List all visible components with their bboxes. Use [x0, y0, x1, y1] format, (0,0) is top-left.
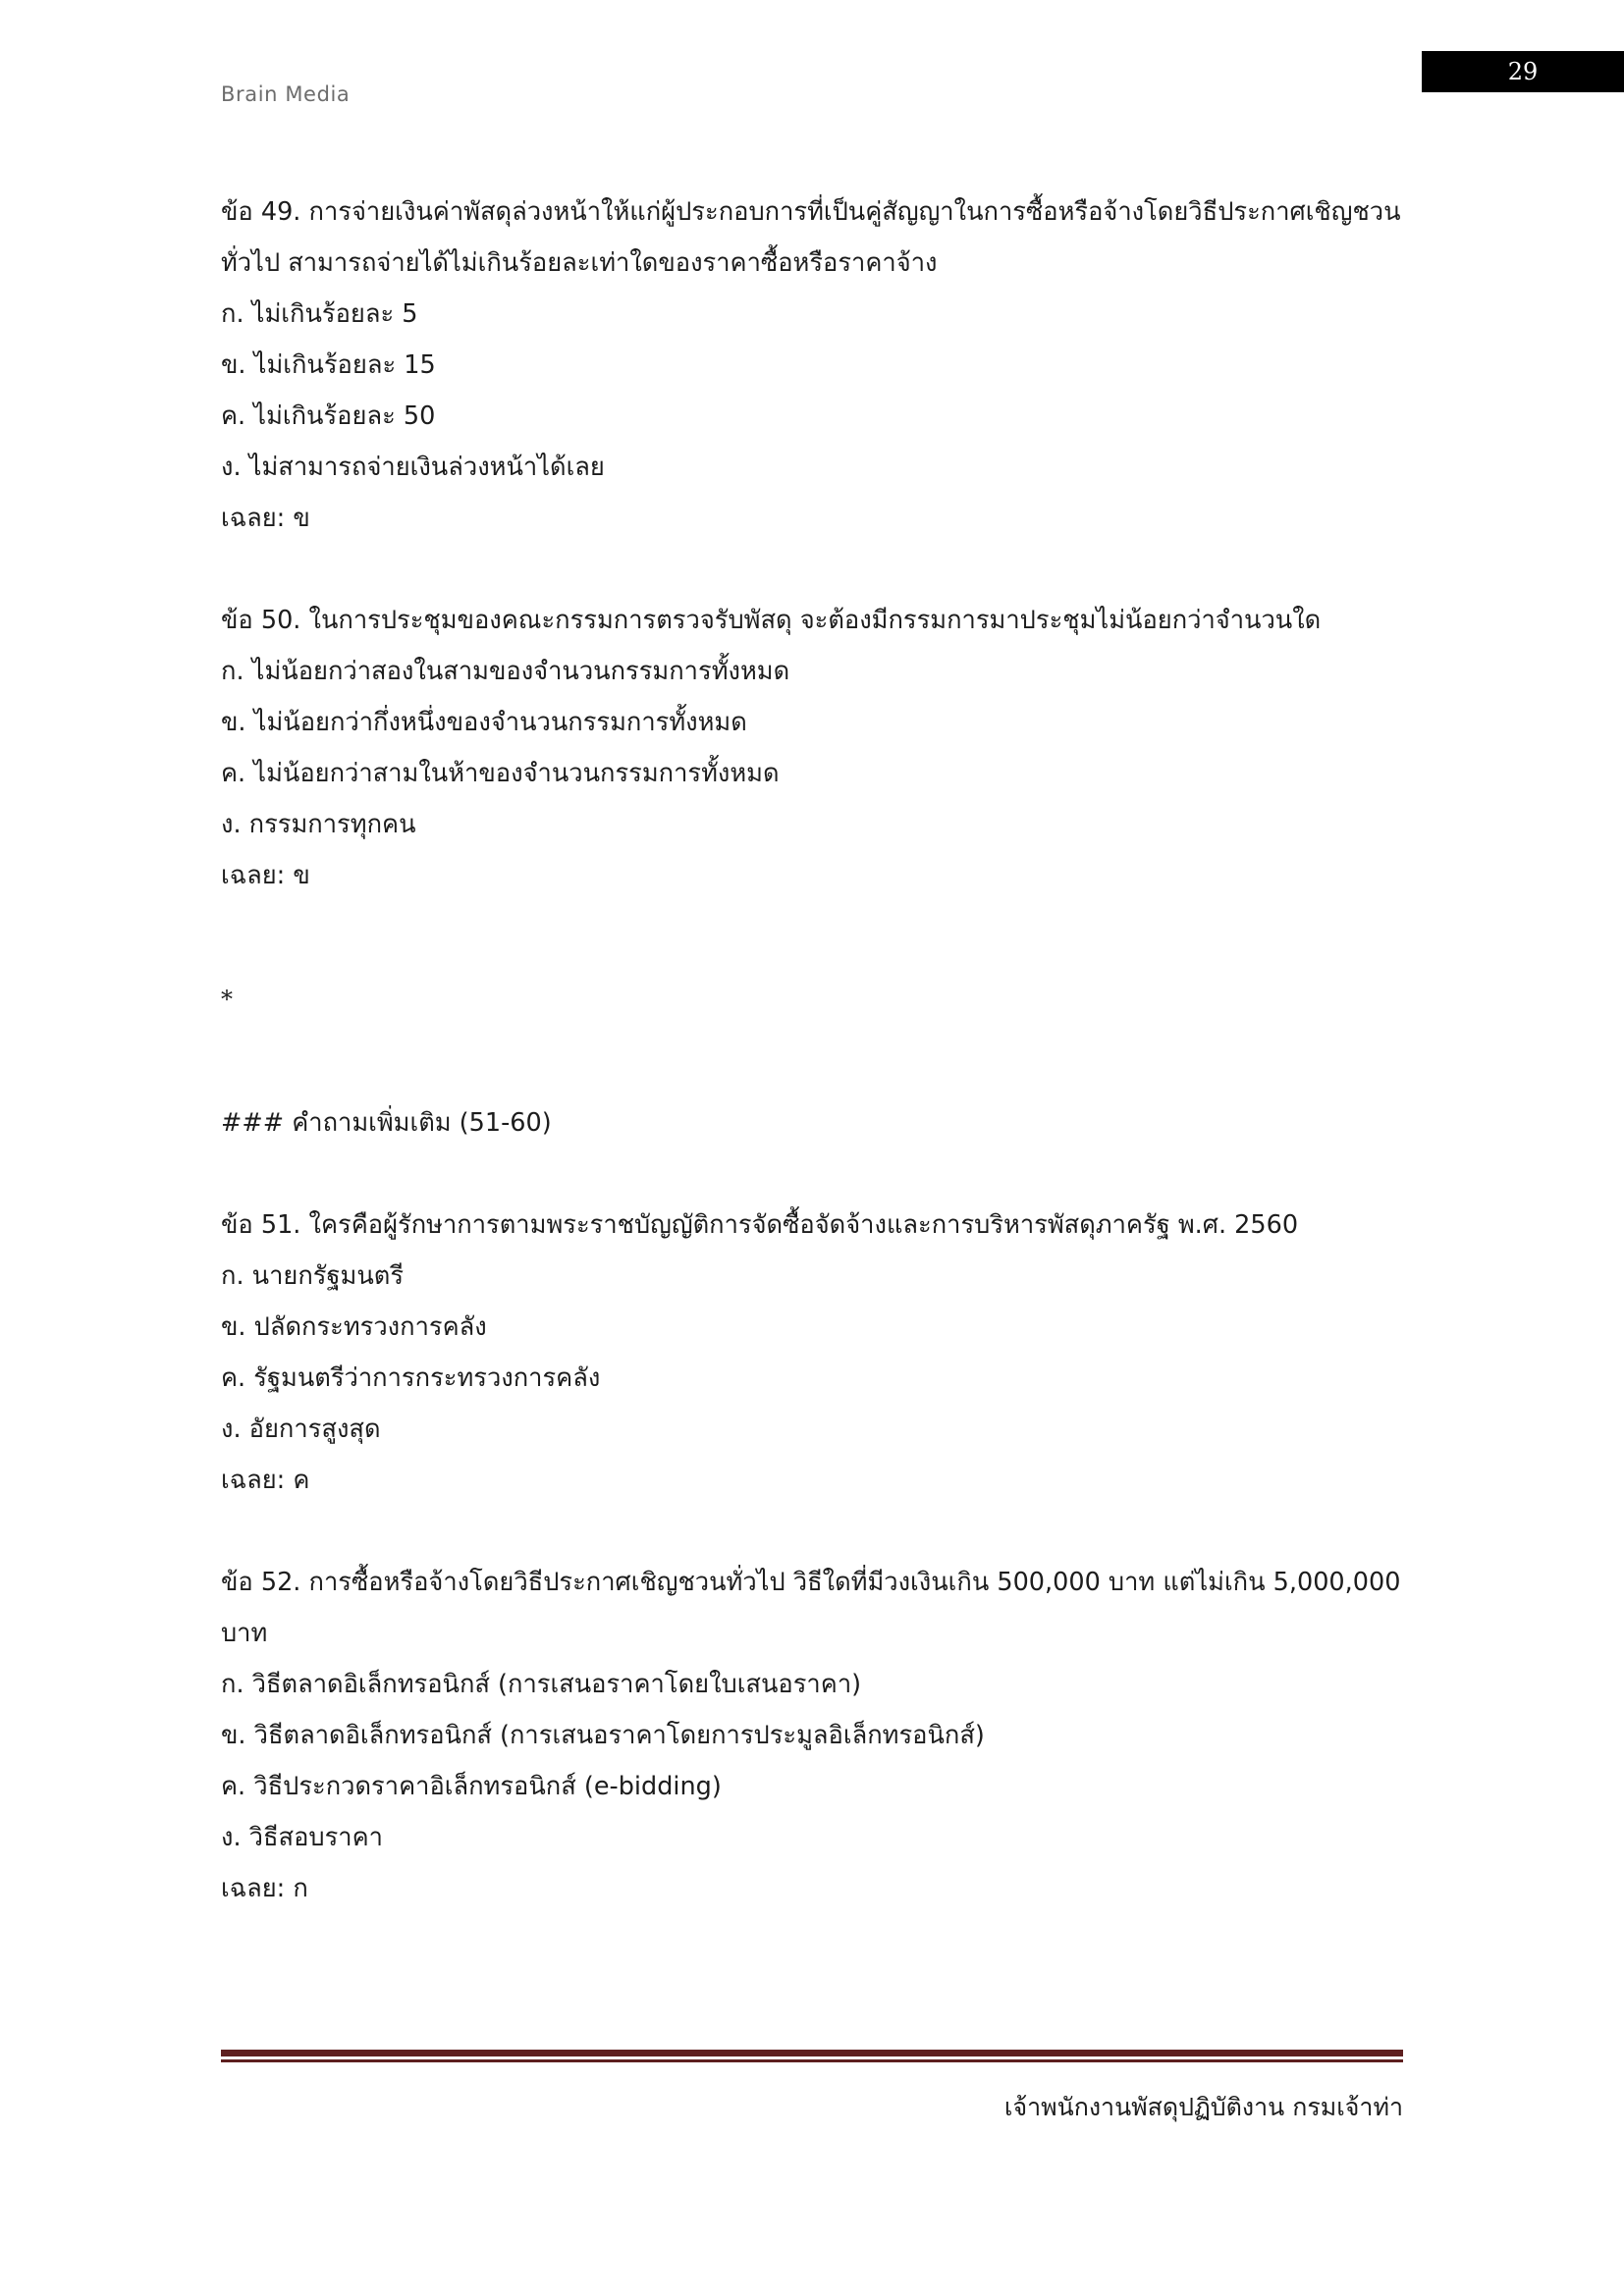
question-stem: ข้อ 50. ในการประชุมของคณะกรรมการตรวจรับพัสดุ จะต้องมีกรรมการมาประชุมไม่น้อยกว่าจำนวนใด	[221, 606, 1322, 635]
answer-key: เฉลย: ค	[221, 1466, 310, 1495]
question-block	[221, 1557, 1409, 1914]
question-block	[221, 1200, 1404, 1506]
page-footer	[221, 2050, 1403, 2127]
choice-kho2: ค. วิธีประกวดราคาอิเล็กทรอนิกส์ (e-bidding)	[221, 1772, 722, 1801]
choice-ko: ก. ไม่น้อยกว่าสองในสามของจำนวนกรรมการทั้งหมด	[221, 657, 790, 686]
footer-rule-bottom	[221, 2059, 1403, 2062]
choice-kho: ข. ไม่น้อยกว่ากึ่งหนึ่งของจำนวนกรรมการทั้งหมด	[221, 708, 747, 737]
block-spacer	[221, 1025, 1404, 1097]
block-spacer	[221, 901, 1404, 974]
page-number-value: 29	[1507, 58, 1539, 85]
answer-key: เฉลย: ข	[221, 504, 310, 533]
brand-label: Brain Media	[221, 82, 351, 106]
document-body	[221, 187, 1409, 1914]
choice-ngo: ง. วิธีสอบราคา	[221, 1823, 384, 1852]
choice-ko: ก. วิธีตลาดอิเล็กทรอนิกส์ (การเสนอราคาโดยใบเสนอราคา)	[221, 1670, 862, 1699]
choice-ngo: ง. กรรมการทุกคน	[221, 810, 416, 839]
footer-rule-top	[221, 2050, 1403, 2056]
block-spacer	[221, 1506, 1404, 1557]
choice-ngo: ง. ไม่สามารถจ่ายเงินล่วงหน้าได้เลย	[221, 453, 605, 482]
choice-ko: ก. นายกรัฐมนตรี	[221, 1261, 405, 1291]
question-stem: ข้อ 52. การซื้อหรือจ้างโดยวิธีประกาศเชิญชวนทั่วไป วิธีใดที่มีวงเงินเกิน 500,000 บาท แต่ไม่เกิน 5,000,000 บาท	[221, 1568, 1409, 1648]
question-block	[221, 187, 1404, 544]
separator-asterisk: *	[221, 986, 233, 1013]
answer-key: เฉลย: ข	[221, 861, 310, 890]
choice-kho2: ค. ไม่เกินร้อยละ 50	[221, 401, 436, 431]
choice-ngo: ง. อัยการสูงสุด	[221, 1415, 381, 1444]
block-spacer	[221, 1148, 1404, 1200]
choice-kho2: ค. รัฐมนตรีว่าการกระทรวงการคลัง	[221, 1363, 601, 1393]
choice-kho: ข. วิธีตลาดอิเล็กทรอนิกส์ (การเสนอราคาโดยการประมูลอิเล็กทรอนิกส์)	[221, 1721, 985, 1750]
section-heading: ### คำถามเพิ่มเติม (51-60)	[221, 1108, 552, 1138]
choice-kho: ข. ปลัดกระทรวงการคลัง	[221, 1312, 487, 1342]
page-header	[0, 0, 1624, 118]
choice-kho: ข. ไม่เกินร้อยละ 15	[221, 350, 436, 380]
answer-key: เฉลย: ก	[221, 1874, 308, 1903]
question-block	[221, 595, 1404, 901]
choice-ko: ก. ไม่เกินร้อยละ 5	[221, 299, 418, 329]
choice-kho2: ค. ไม่น้อยกว่าสามในห้าของจำนวนกรรมการทั้งหมด	[221, 759, 780, 788]
footer-text: เจ้าพนักงานพัสดุปฏิบัติงาน กรมเจ้าท่า	[1003, 2093, 1403, 2121]
question-stem: ข้อ 51. ใครคือผู้รักษาการตามพระราชบัญญัติการจัดซื้อจัดจ้างและการบริหารพัสดุภาครัฐ พ.ศ. 2560	[221, 1210, 1299, 1240]
block-spacer	[221, 544, 1404, 595]
question-stem: ข้อ 49. การจ่ายเงินค่าพัสดุล่วงหน้าให้แก่ผู้ประกอบการที่เป็นคู่สัญญาในการซื้อหรือจ้างโดยวิธีประกาศเชิญชวนทั่วไป สามารถจ่ายได้ไม่เกินร้อยละเท่าใดของราคาซื้อหรือราคาจ้าง	[221, 197, 1401, 278]
page-number-badge	[1422, 51, 1624, 92]
